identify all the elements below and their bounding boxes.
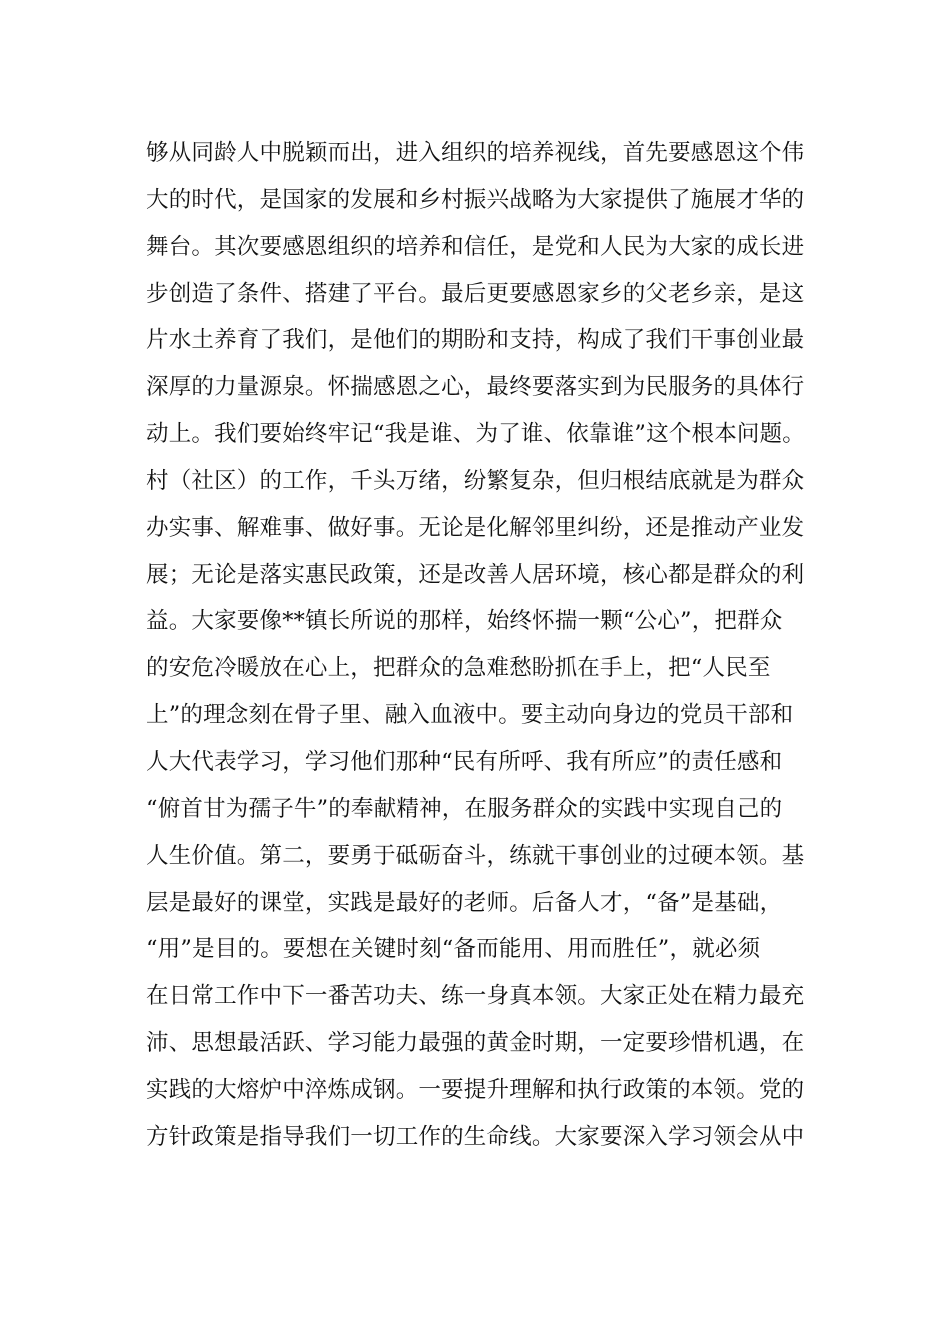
text-line-1: 够从同龄人中脱颖而出，进入组织的培养视线，首先要感恩这个伟 <box>146 140 805 166</box>
text-line-10: 展；无论是落实惠民政策，还是改善人居环境，核心都是群众的利 <box>146 561 805 588</box>
text-line-18: “用”是目的。要想在关键时刻“备而能用、用而胜任”，就必须 <box>146 936 761 963</box>
text-line-3: 舞台。其次要感恩组织的培养和信任，是党和人民为大家的成长进 <box>146 233 805 260</box>
text-line-12: 的安危冷暖放在心上，把群众的急难愁盼抓在手上，把“人民至 <box>146 655 771 682</box>
text-line-4: 步创造了条件、搭建了平台。最后更要感恩家乡的父老乡亲，是这 <box>146 280 805 307</box>
text-line-6: 深厚的力量源泉。怀揣感恩之心，最终要落实到为民服务的具体行 <box>146 374 805 401</box>
text-line-11: 益。大家要像**镇长所说的那样，始终怀揣一颗“公心”，把群众 <box>146 608 783 635</box>
text-line-8: 村（社区）的工作，千头万绪，纷繁复杂，但归根结底就是为群众 <box>146 467 805 494</box>
text-line-21: 实践的大熔炉中淬炼成钢。一要提升理解和执行政策的本领。党的 <box>146 1076 805 1103</box>
text-line-14: 人大代表学习，学习他们那种“民有所呼、我有所应”的责任感和 <box>146 748 783 775</box>
text-line-9: 办实事、解难事、做好事。无论是化解邻里纠纷，还是推动产业发 <box>146 514 805 541</box>
text-line-19: 在日常工作中下一番苦功夫、练一身真本领。大家正处在精力最充 <box>146 983 805 1010</box>
text-line-13: 上”的理念刻在骨子里、融入血液中。要主动向身边的党员干部和 <box>146 702 794 729</box>
text-line-5: 片水土养育了我们，是他们的期盼和支持，构成了我们干事创业最 <box>146 327 805 354</box>
body-text <box>146 130 836 1161</box>
text-line-16: 人生价值。第二，要勇于砥砺奋斗，练就干事创业的过硬本领。基 <box>146 842 805 869</box>
text-line-2: 大的时代，是国家的发展和乡村振兴战略为大家提供了施展才华的 <box>146 186 805 213</box>
text-line-20: 沛、思想最活跃、学习能力最强的黄金时期，一定要珍惜机遇，在 <box>146 1030 805 1057</box>
text-line-7: 动上。我们要始终牢记“我是谁、为了谁、依靠谁”这个根本问题。 <box>146 421 806 448</box>
text-line-17: 层是最好的课堂，实践是最好的老师。后备人才，“备”是基础， <box>146 889 783 916</box>
text-line-22: 方针政策是指导我们一切工作的生命线。大家要深入学习领会从中 <box>146 1123 805 1150</box>
text-line-15: “俯首甘为孺子牛”的奉献精神，在服务群众的实践中实现自己的 <box>146 795 783 822</box>
